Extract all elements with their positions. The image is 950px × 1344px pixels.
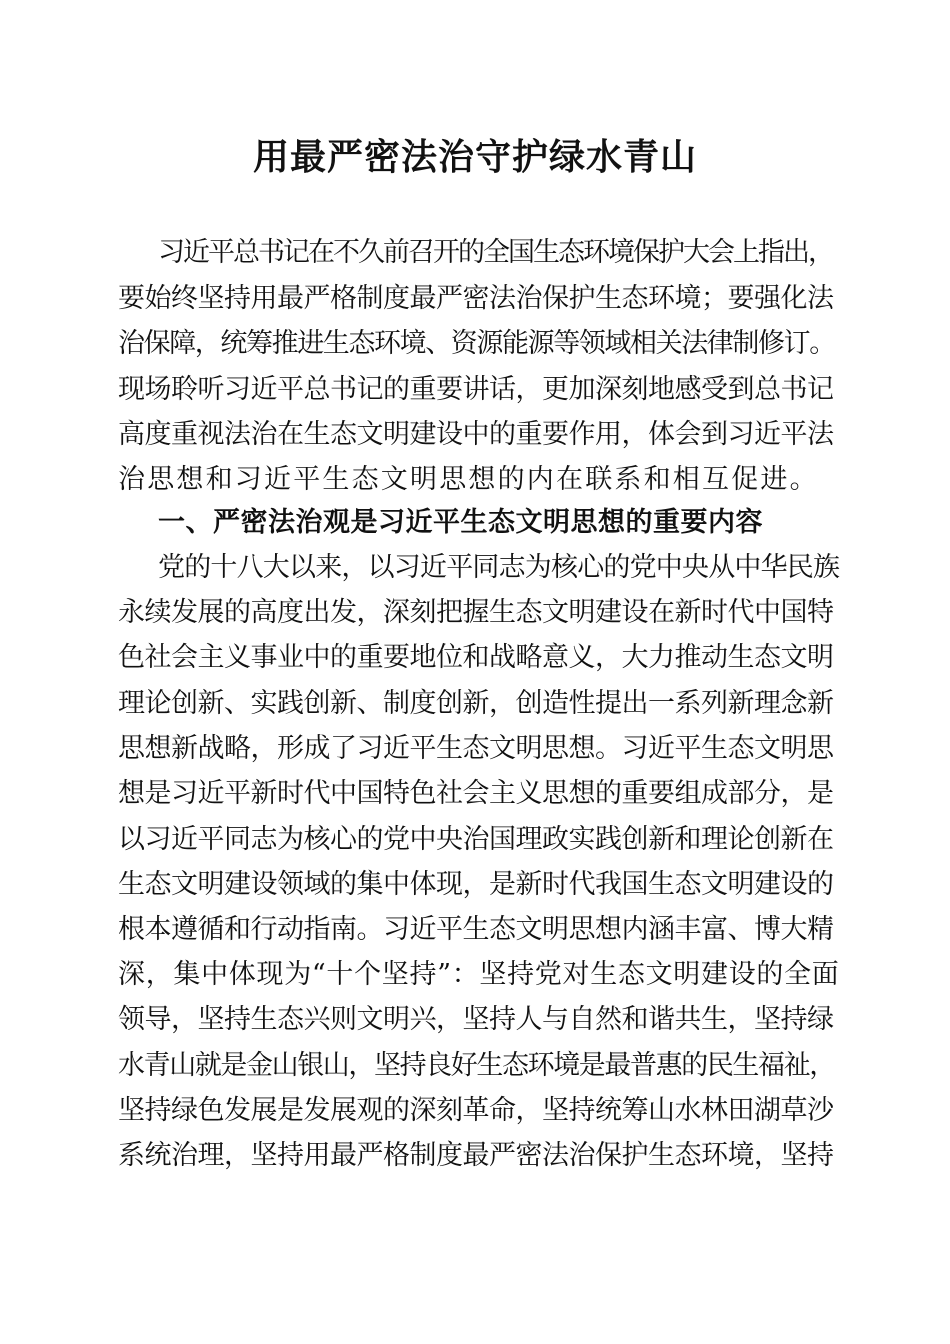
paragraph-line: 要始终坚持用最严格制度最严密法治保护生态环境；要强化法 xyxy=(118,283,834,314)
paragraph-line: 永续发展的高度出发，深刻把握生态文明建设在新时代中国特 xyxy=(118,597,834,628)
paragraph-line: 根本遵循和行动指南。习近平生态文明思想内涵丰富、博大精 xyxy=(118,914,834,945)
paragraph-line: 现场聆听习近平总书记的重要讲话，更加深刻地感受到总书记 xyxy=(118,374,834,405)
paragraph-line: 治保障，统筹推进生态环境、资源能源等领域相关法律制修订。 xyxy=(118,328,835,359)
paragraph-line: 生态文明建设领域的集中体现，是新时代我国生态文明建设的 xyxy=(118,869,834,900)
paragraph-line: 习近平总书记在不久前召开的全国生态环境保护大会上指出， xyxy=(158,237,833,268)
paragraph-line: 高度重视法治在生态文明建设中的重要作用，体会到习近平法 xyxy=(118,419,834,450)
paragraph-line: 理论创新、实践创新、制度创新，创造性提出一系列新理念新 xyxy=(118,688,834,719)
section-heading: 一、严密法治观是习近平生态文明思想的重要内容 xyxy=(158,507,763,538)
document-title: 用最严密法治守护绿水青山 xyxy=(252,137,697,178)
paragraph-line: 以习近平同志为核心的党中央治国理政实践创新和理论创新在 xyxy=(118,824,834,855)
paragraph-line: 系统治理，坚持用最严格制度最严密法治保护生态环境，坚持 xyxy=(118,1140,834,1171)
paragraph-line: 思想新战略，形成了习近平生态文明思想。习近平生态文明思 xyxy=(118,733,834,764)
paragraph-line: 坚持绿色发展是发展观的深刻革命，坚持统筹山水林田湖草沙 xyxy=(118,1095,834,1126)
paragraph-line: 想是习近平新时代中国特色社会主义思想的重要组成部分，是 xyxy=(118,778,834,809)
paragraph-line: 深，集中体现为“十个坚持”：坚持党对生态文明建设的全面 xyxy=(118,959,840,990)
paragraph-line: 党的十八大以来，以习近平同志为核心的党中央从中华民族 xyxy=(158,552,840,583)
paragraph-line: 水青山就是金山银山，坚持良好生态环境是最普惠的民生福祉， xyxy=(118,1050,835,1081)
paragraph-line: 色社会主义事业中的重要地位和战略意义，大力推动生态文明 xyxy=(118,642,834,673)
paragraph-line: 治思想和习近平生态文明思想的内在联系和相互促进。 xyxy=(118,464,819,495)
paragraph-line: 领导，坚持生态兴则文明兴，坚持人与自然和谐共生，坚持绿 xyxy=(118,1004,834,1035)
